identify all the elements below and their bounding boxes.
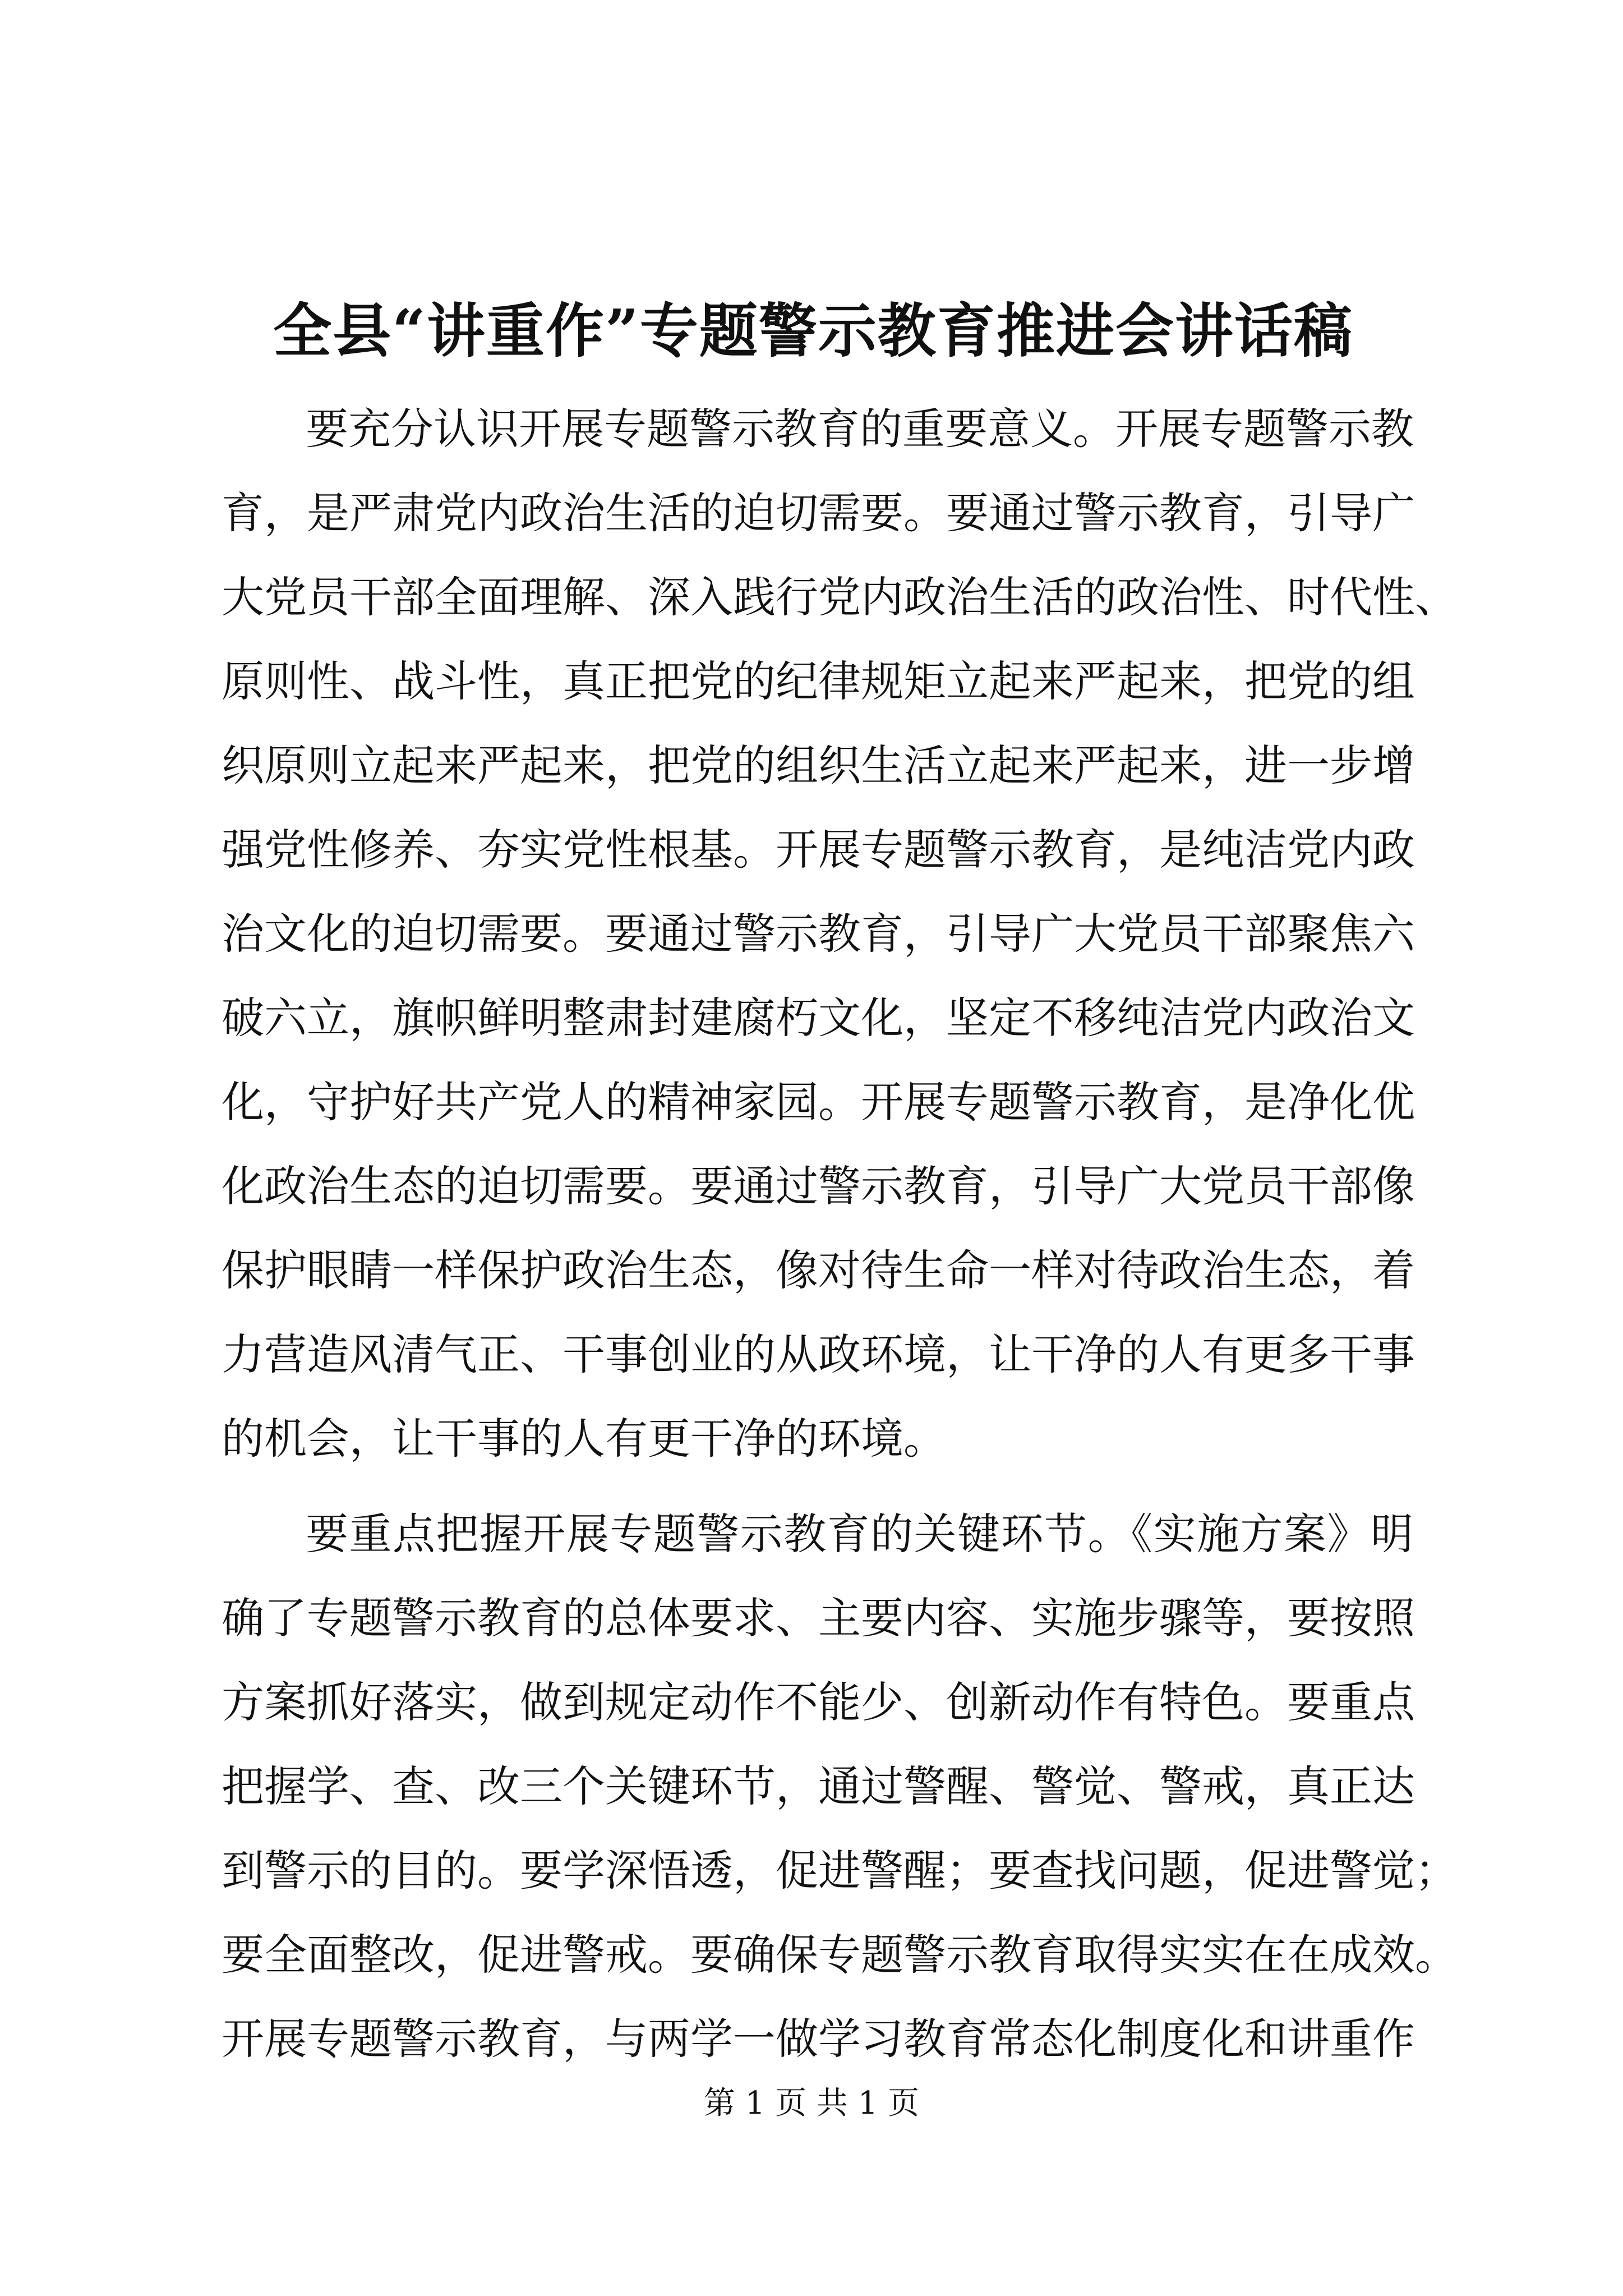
body-text-line: 治文化的迫切需要。要通过警示教育，引导广大党员干部聚焦六	[222, 909, 1415, 959]
body-text-line: 要重点把握开展专题警示教育的关键环节。《实施方案》明	[306, 1509, 1413, 1559]
body-text-line: 方案抓好落实，做到规定动作不能少、创新动作有特色。要重点	[222, 1677, 1415, 1727]
body-text-line: 破六立，旗帜鲜明整肃封建腐朽文化，坚定不移纯洁党内政治文	[222, 993, 1415, 1043]
body-text-line: 把握学、查、改三个关键环节，通过警醒、警觉、警戒，真正达	[222, 1761, 1415, 1811]
body-text-line: 力营造风清气正、干事创业的从政环境，让干净的人有更多干事	[222, 1329, 1415, 1379]
body-text-line: 的机会，让干事的人有更干净的环境。	[222, 1414, 946, 1464]
body-text-line: 大党员干部全面理解、深入践行党内政治生活的政治性、时代性、	[222, 572, 1458, 622]
body-text-line: 要充分认识开展专题警示教育的重要意义。开展专题警示教	[306, 404, 1414, 454]
body-text-line: 织原则立起来严起来，把党的组织生活立起来严起来，进一步增	[222, 740, 1415, 790]
body-text-line: 到警示的目的。要学深悟透，促进警醒；要查找问题，促进警觉；	[222, 1846, 1458, 1895]
body-text-line: 化政治生态的迫切需要。要通过警示教育，引导广大党员干部像	[222, 1161, 1415, 1211]
body-text-line: 保护眼睛一样保护政治生态，像对待生命一样对待政治生态，着	[222, 1245, 1415, 1295]
document-title: 全县“讲重作”专题警示教育推进会讲话稿	[273, 296, 1353, 365]
body-text-line: 原则性、战斗性，真正把党的纪律规矩立起来严起来，把党的组	[222, 656, 1415, 706]
body-text-line: 育，是严肃党内政治生活的迫切需要。要通过警示教育，引导广	[222, 488, 1415, 538]
body-text-line: 要全面整改，促进警戒。要确保专题警示教育取得实实在在成效。	[222, 1930, 1458, 1980]
body-text-line: 化，守护好共产党人的精神家园。开展专题警示教育，是净化优	[222, 1077, 1415, 1127]
body-text-line: 开展专题警示教育，与两学一做学习教育常态化制度化和讲重作	[222, 2014, 1415, 2064]
body-text-line: 强党性修养、夯实党性根基。开展专题警示教育，是纯洁党内政	[222, 825, 1415, 875]
page-number-footer: 第 1 页 共 1 页	[703, 2085, 920, 2122]
body-text-line: 确了专题警示教育的总体要求、主要内容、实施步骤等，要按照	[222, 1593, 1415, 1643]
